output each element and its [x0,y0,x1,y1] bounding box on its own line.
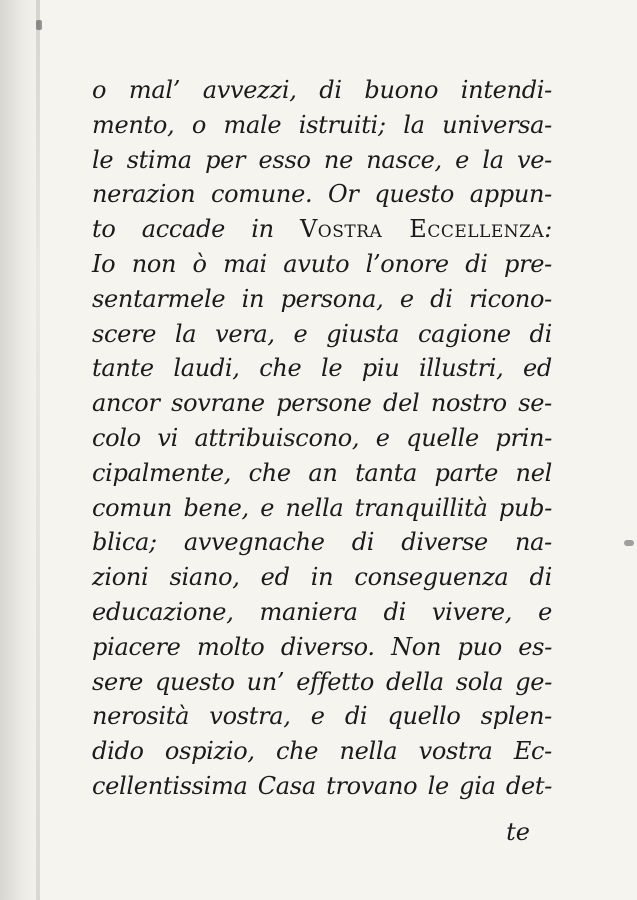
text-line-21: cellentissima Casa trovano le gia det- [92,771,552,800]
text-line-10: ancor sovrane persone del nostro se- [92,389,552,418]
catchword: te [506,818,530,846]
page-edge-shadow [36,0,40,900]
dedicatee-smallcaps: Vostra Eccellenza [299,215,545,244]
text-line-20: dido ospizio, che nella vostra Ec- [92,737,552,766]
text-line-17: piacere molto diverso. Non puo es- [92,632,552,661]
text-line-18: sere questo un’ effetto della sola ge- [92,667,552,696]
text-line-11: colo vi attribuiscono, e quelle prin- [92,423,552,452]
text-line-2: mento, o male istruiti; la universa- [92,110,552,139]
text-line-4: nerazion comune. Or questo appun- [92,180,552,209]
text-line-14: blica; avvegnache di diverse na- [92,528,552,557]
text-line-12: cipalmente, che an tanta parte nel [92,458,552,487]
text-line-5-start: to accade in [92,215,274,244]
text-line-19: nerosità vostra, e di quello splen- [92,702,552,731]
ink-speck-right [624,540,634,546]
text-line-5-tail: : [544,215,552,244]
text-line-7: sentarmele in persona, e di ricono- [92,284,552,313]
text-line-15: zioni siano, ed in conseguenza di [92,563,552,592]
text-line-9: tante laudi, che le piu illustri, ed [92,354,552,383]
text-line-5 [92,212,552,247]
ink-speck-top [36,20,42,30]
text-line-8: scere la vera, e giusta cagione di [92,319,552,348]
text-line-16: educazione, maniera di vivere, e [92,597,552,626]
text-line-13: comun bene, e nella tranquillità pub- [92,493,552,522]
text-line-6: Io non ò mai avuto l’onore di pre- [92,249,552,278]
text-line-3: le stima per esso ne nasce, e la ve- [92,145,552,174]
body-text [92,73,552,804]
text-line-1: o mal’ avvezzi, di buono intendi- [92,76,552,104]
